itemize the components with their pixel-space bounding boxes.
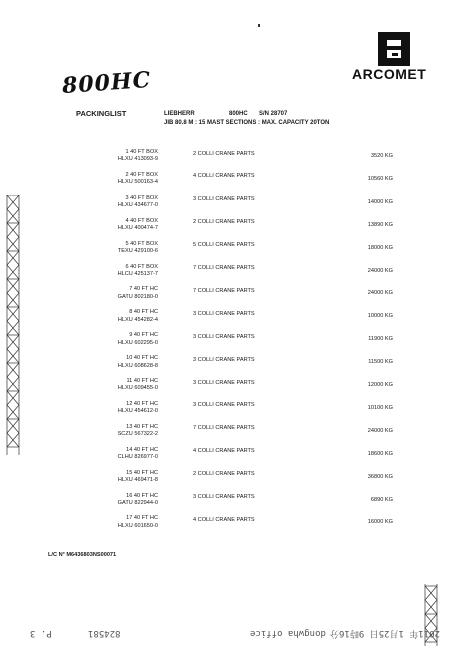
container-type: 4 40 FT BOX bbox=[125, 217, 158, 224]
contents-description: 7 COLLI CRANE PARTS bbox=[193, 425, 255, 432]
container-info bbox=[118, 424, 158, 439]
contents-description: 7 COLLI CRANE PARTS bbox=[193, 265, 255, 271]
container-code: HLCU 425137-7 bbox=[117, 270, 158, 277]
container-type: 13 40 FT HC bbox=[126, 423, 158, 430]
contents-description: 2 COLLI CRANE PARTS bbox=[193, 471, 255, 478]
packing-row bbox=[0, 355, 460, 377]
contents-description: 3 COLLI CRANE PARTS bbox=[193, 356, 255, 363]
container-info bbox=[118, 470, 158, 485]
weight: 36800 KG bbox=[367, 473, 393, 480]
container-code: HLXU 454282-4 bbox=[117, 316, 158, 323]
container-info bbox=[118, 241, 158, 256]
container-info bbox=[118, 332, 158, 347]
contents-description: 2 COLLI CRANE PARTS bbox=[193, 219, 255, 226]
serial-number: S/N 28707 bbox=[259, 111, 288, 117]
container-type: 3 40 FT BOX bbox=[125, 194, 158, 201]
crane-model: 800HC bbox=[229, 111, 248, 117]
container-code: HLXU 608628-8 bbox=[117, 362, 158, 369]
container-info bbox=[118, 378, 158, 393]
packing-row bbox=[0, 493, 460, 515]
container-info bbox=[118, 149, 158, 164]
contents-description: 3 COLLI CRANE PARTS bbox=[193, 379, 255, 386]
container-info bbox=[118, 264, 158, 279]
weight: 16000 KG bbox=[367, 519, 393, 526]
weight: 24000 KG bbox=[367, 267, 393, 274]
container-info bbox=[118, 401, 158, 416]
contents-description: 3 COLLI CRANE PARTS bbox=[193, 402, 255, 409]
container-info bbox=[118, 218, 158, 233]
container-type: 9 40 FT HC bbox=[129, 332, 158, 339]
container-code: SCZU 567322-2 bbox=[117, 431, 158, 438]
container-code: HLXU 469471-8 bbox=[117, 477, 158, 483]
container-info bbox=[118, 515, 158, 530]
container-code: HLXU 500163-4 bbox=[117, 179, 158, 186]
contents-description: 4 COLLI CRANE PARTS bbox=[193, 516, 255, 523]
contents-description: 3 COLLI CRANE PARTS bbox=[193, 196, 255, 203]
container-type: 11 40 FT HC bbox=[126, 378, 158, 384]
packing-row bbox=[0, 172, 460, 194]
packing-row bbox=[0, 309, 460, 331]
weight: 10100 KG bbox=[367, 404, 393, 411]
contents-description: 3 COLLI CRANE PARTS bbox=[193, 333, 255, 340]
packing-row bbox=[0, 286, 460, 308]
container-type: 16 40 FT HC bbox=[126, 492, 158, 499]
container-code: GATU 822944-0 bbox=[117, 499, 158, 506]
manufacturer: LIEBHERR bbox=[164, 111, 195, 117]
container-type: 8 40 FT HC bbox=[129, 309, 158, 316]
container-code: HLXU 602295-0 bbox=[117, 339, 158, 346]
contents-description: 4 COLLI CRANE PARTS bbox=[193, 448, 255, 455]
container-type: 7 40 FT HC bbox=[129, 286, 158, 293]
packing-row bbox=[0, 424, 460, 446]
jib-spec: JIB 80.8 M : 15 MAST SECTIONS : MAX. CAPACITY 20TON bbox=[164, 120, 330, 126]
lc-number: L/C N° M6436803NS00071 bbox=[48, 552, 117, 558]
packing-row bbox=[0, 218, 460, 240]
fax-page-number: P. 3 bbox=[30, 628, 52, 638]
container-code: HLXU 413093-9 bbox=[117, 156, 158, 163]
packing-row bbox=[0, 447, 460, 469]
brand-name: ARCOMET bbox=[352, 66, 427, 82]
weight: 11900 KG bbox=[368, 336, 393, 343]
container-type: 17 40 FT HC bbox=[126, 515, 158, 522]
arcomet-logo-icon bbox=[378, 32, 410, 66]
container-type: 1 40 FT BOX bbox=[125, 149, 158, 155]
container-code: CLHU 826977-0 bbox=[117, 454, 158, 461]
container-info bbox=[118, 172, 158, 187]
weight: 11500 KG bbox=[368, 359, 393, 366]
container-code: HLXU 601650-0 bbox=[117, 522, 158, 529]
container-info bbox=[118, 309, 158, 324]
packing-row bbox=[0, 241, 460, 263]
packing-row bbox=[0, 401, 460, 423]
weight: 10560 KG bbox=[367, 175, 393, 182]
weight: 3520 KG bbox=[370, 153, 393, 159]
container-code: HLXU 454612-0 bbox=[117, 408, 158, 415]
packing-row bbox=[0, 195, 460, 217]
container-code: TEXU 429100-6 bbox=[117, 248, 158, 254]
container-type: 15 40 FT HC bbox=[126, 469, 158, 476]
contents-description: 3 COLLI CRANE PARTS bbox=[193, 310, 255, 317]
packing-row bbox=[0, 470, 460, 492]
crane-mast-drawing bbox=[6, 195, 20, 455]
contents-description: 4 COLLI CRANE PARTS bbox=[193, 173, 255, 180]
container-type: 5 40 FT BOX bbox=[125, 240, 158, 247]
packing-row bbox=[0, 264, 460, 286]
container-info bbox=[118, 286, 158, 301]
packing-row bbox=[0, 149, 460, 171]
container-info bbox=[118, 493, 158, 508]
packing-row bbox=[0, 515, 460, 537]
weight: 24000 KG bbox=[367, 290, 393, 297]
weight: 6890 KG bbox=[370, 496, 393, 503]
container-type: 14 40 FT HC bbox=[126, 446, 158, 453]
container-type: 6 40 FT BOX bbox=[125, 263, 158, 270]
weight: 12000 KG bbox=[367, 382, 393, 388]
weight: 24000 KG bbox=[367, 427, 393, 434]
container-info bbox=[118, 447, 158, 462]
weight: 18600 KG bbox=[367, 450, 393, 457]
fax-id: 824581 bbox=[88, 628, 121, 638]
container-code: HLXU 400474-7 bbox=[117, 225, 158, 232]
weight: 14000 KG bbox=[367, 198, 393, 205]
scan-speck bbox=[258, 24, 260, 27]
contents-description: 5 COLLI CRANE PARTS bbox=[193, 242, 255, 249]
container-type: 2 40 FT BOX bbox=[125, 171, 158, 178]
contents-description: 3 COLLI CRANE PARTS bbox=[193, 494, 255, 500]
weight: 13890 KG bbox=[367, 221, 393, 228]
container-info bbox=[118, 195, 158, 210]
fax-sender: dongwha office bbox=[250, 628, 326, 638]
container-code: HLXU 609455-0 bbox=[117, 385, 158, 392]
packinglist-label: PACKINGLIST bbox=[76, 109, 127, 118]
container-code: GATU 802180-0 bbox=[117, 293, 158, 300]
container-type: 10 40 FT HC bbox=[126, 355, 158, 362]
contents-description: 2 COLLI CRANE PARTS bbox=[193, 150, 255, 157]
container-info bbox=[118, 355, 158, 370]
weight: 10000 KG bbox=[367, 313, 393, 320]
contents-description: 7 COLLI CRANE PARTS bbox=[193, 287, 255, 294]
weight: 18000 KG bbox=[367, 244, 393, 251]
packing-row bbox=[0, 332, 460, 354]
container-type: 12 40 FT HC bbox=[126, 400, 158, 407]
fax-timestamp: 2011年 1月25日 9時16分 bbox=[330, 628, 441, 638]
container-code: HLXU 434677-0 bbox=[117, 202, 158, 209]
handwritten-title: 800HC bbox=[61, 66, 153, 100]
packing-row bbox=[0, 378, 460, 400]
